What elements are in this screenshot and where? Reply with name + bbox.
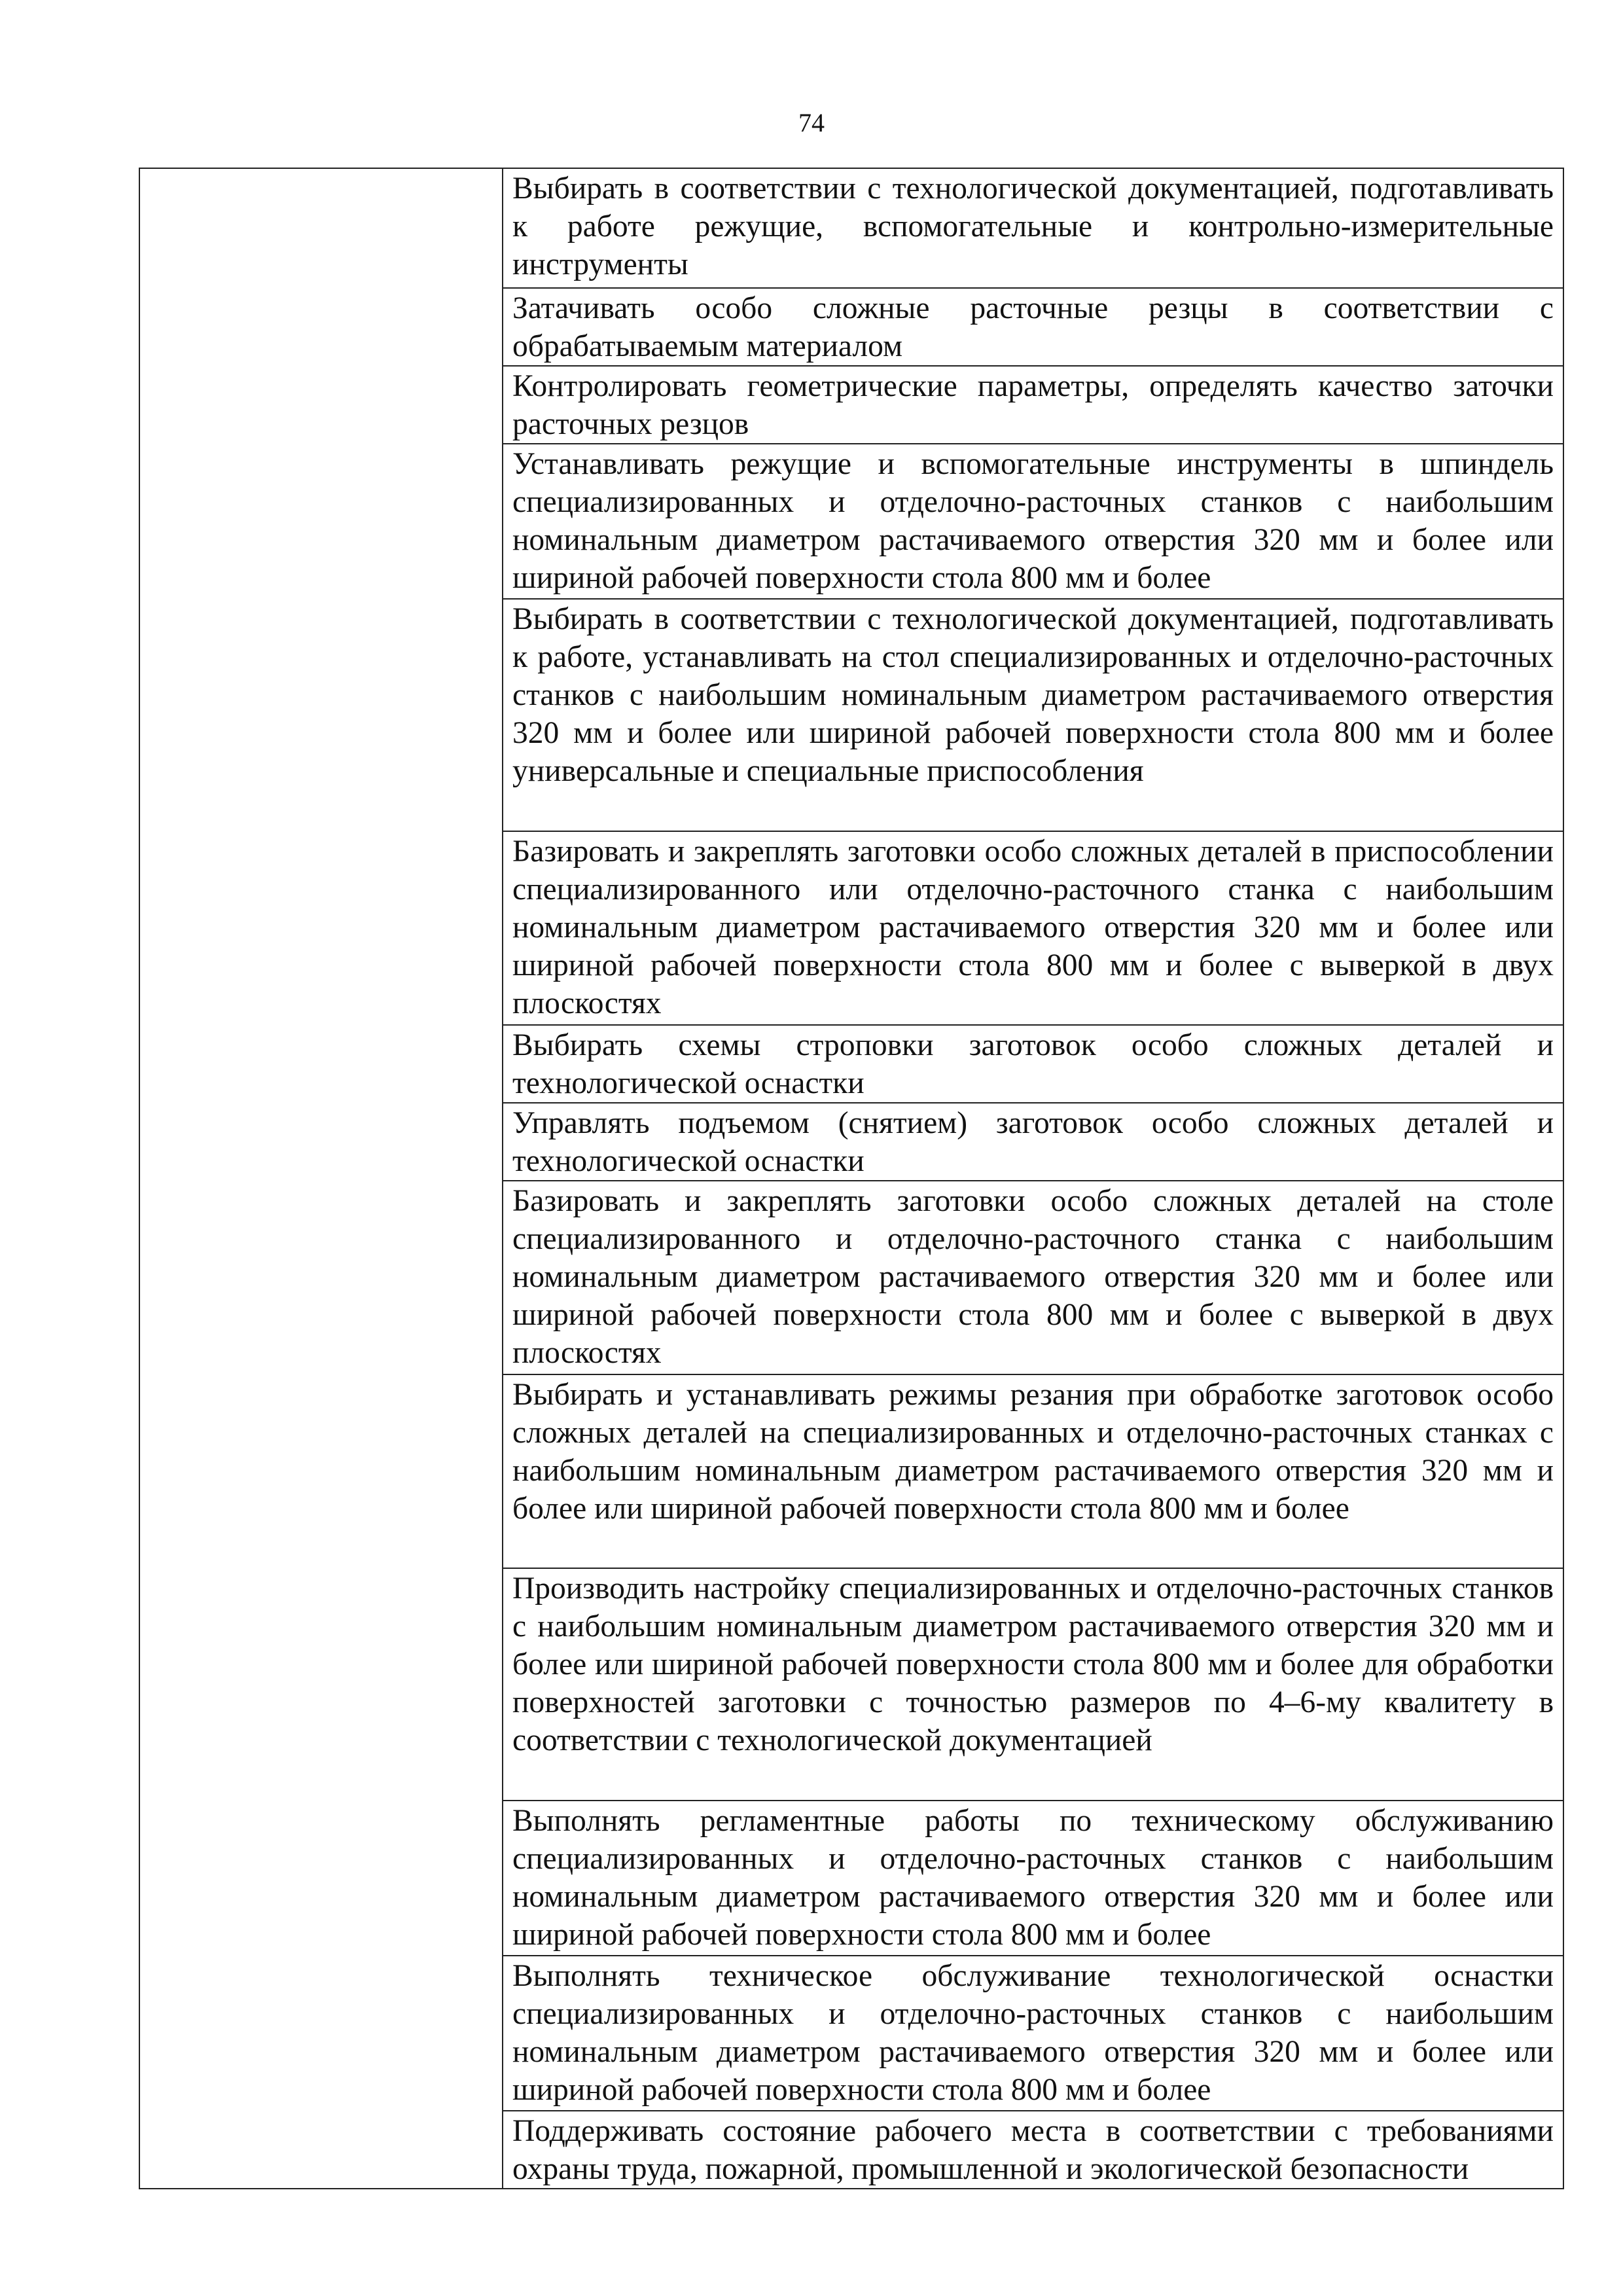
skill-text: Управлять подъемом (снятием) заготовок особо сложных деталей и технологической оснастки <box>503 1103 1563 1181</box>
page-number: 74 <box>798 108 825 137</box>
table-row <box>139 168 1563 288</box>
skill-text: Выбирать в соответствии с технологической документацией, подготавливать к работе режущие, вспомогательные и контрольно-измерительные инструменты <box>503 168 1563 288</box>
skill-text: Затачивать особо сложные расточные резцы в соответствии с обрабатываемым материалом <box>503 288 1563 366</box>
skill-text: Выполнять регламентные работы по техническому обслуживанию специализированных и отделочно-расточных станков с наибольшим номинальным диаметром растачиваемого отверстия 320 мм и более или шириной рабочей поверхности стола 800 мм и более <box>503 1801 1563 1956</box>
skill-text: Выполнять техническое обслуживание технологической оснастки специализированных и отделочно-расточных станков с наибольшим номинальным диаметром растачиваемого отверстия 320 мм и более или шириной рабочей поверхности стола 800 мм и более <box>503 1956 1563 2111</box>
skill-text: Базировать и закреплять заготовки особо сложных деталей на столе специализированного и отделочно-расточного станка с наибольшим номинальным диаметром растачиваемого отверстия 320 мм и более или шириной рабочей поверхности стола 800 мм и более с выверкой в двух плоскостях <box>503 1181 1563 1374</box>
skill-text: Базировать и закреплять заготовки особо сложных деталей в приспособлении специализированного или отделочно-расточного станка с наибольшим номинальным диаметром растачиваемого отверстия 320 мм и более или шириной рабочей поверхности стола 800 мм и более с выверкой в двух плоскостях <box>503 831 1563 1025</box>
skill-text: Контролировать геометрические параметры, определять качество заточки расточных резцов <box>503 366 1563 444</box>
left-column-cell <box>139 168 503 2189</box>
skill-text: Производить настройку специализированных и отделочно-расточных станков с наибольшим номинальным диаметром растачиваемого отверстия 320 мм и более или шириной рабочей поверхности стола 800 мм и более для обработки поверхностей заготовки с точностью размеров по 4–6-му квалитету в соответствии с технологической документацией <box>503 1568 1563 1801</box>
skill-text: Выбирать в соответствии с технологической документацией, подготавливать к работе, устанавливать на стол специализированных и отделочно-расточных станков с наибольшим номинальным диаметром растачиваемого отверстия 320 мм и более или шириной рабочей поверхности стола 800 мм и более универсальные и специальные приспособления <box>503 599 1563 831</box>
skills-table <box>139 168 1564 2189</box>
skill-text: Поддерживать состояние рабочего места в соответствии с требованиями охраны труда, пожарной, промышленной и экологической безопасности <box>503 2111 1563 2189</box>
skill-text: Устанавливать режущие и вспомогательные инструменты в шпиндель специализированных и отделочно-расточных станков с наибольшим номинальным диаметром растачиваемого отверстия 320 мм и более или шириной рабочей поверхности стола 800 мм и более <box>503 444 1563 599</box>
skill-text: Выбирать схемы строповки заготовок особо сложных деталей и технологической оснастки <box>503 1025 1563 1103</box>
skill-text: Выбирать и устанавливать режимы резания при обработке заготовок особо сложных деталей на специализированных и отделочно-расточных станках с наибольшим номинальным диаметром растачиваемого отверстия 320 мм и более или шириной рабочей поверхности стола 800 мм и более <box>503 1374 1563 1568</box>
